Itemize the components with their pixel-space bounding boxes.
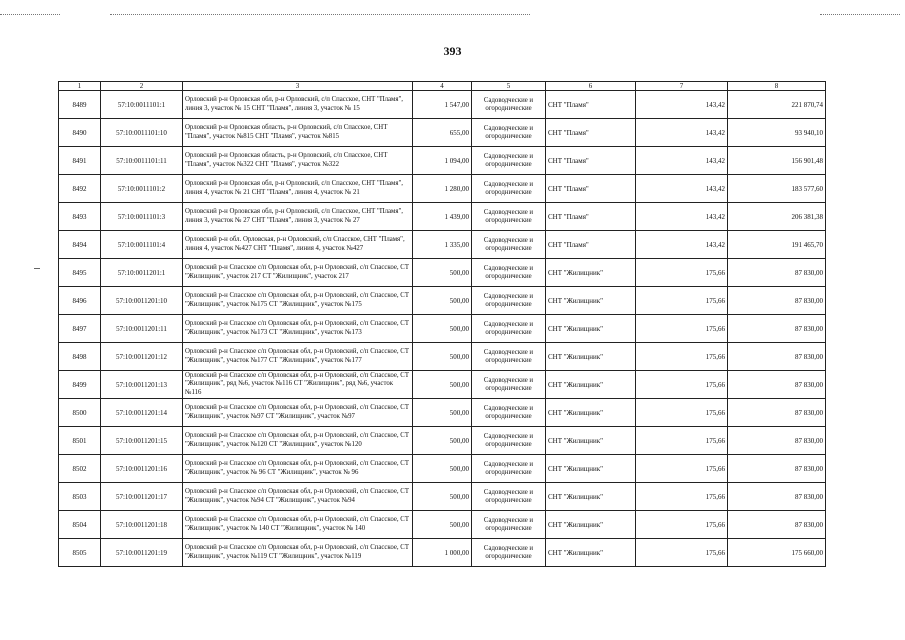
cadastral-value-cell: 87 830,00	[728, 427, 826, 455]
table-row	[59, 539, 826, 567]
unit-value-cell: 175,66	[636, 399, 728, 427]
unit-value-cell: 143,42	[636, 91, 728, 119]
column-header-3: 3	[183, 82, 413, 91]
cadastral-number: 57:10:0011201:19	[101, 539, 183, 567]
cadastral-number: 57:10:0011201:18	[101, 511, 183, 539]
unit-value-cell: 175,66	[636, 315, 728, 343]
cadastral-value-cell: 87 830,00	[728, 511, 826, 539]
land-use-cell: Садоводческие и огороднические	[472, 455, 546, 483]
land-use-cell: Садоводческие и огороднические	[472, 427, 546, 455]
cadastral-value-cell: 191 465,70	[728, 231, 826, 259]
address-cell: Орловский р-н Спасское с/п Орловская обл, р-н Орловский, с/п Спасское, СТ "Жилищник", участок №177 СТ "Жилищник", участок №177	[183, 343, 413, 371]
cadastral-number: 57:10:0011201:10	[101, 287, 183, 315]
area-cell: 500,00	[413, 259, 472, 287]
unit-value-cell: 175,66	[636, 539, 728, 567]
page-number: 393	[443, 44, 462, 58]
area-cell: 500,00	[413, 427, 472, 455]
address-cell: Орловский р-н Спасское с/п Орловская обл, р-н Орловский, с/п Спасское, СТ "Жилищник", участок 217 СТ "Жилищник", участок 217	[183, 259, 413, 287]
table-row	[59, 231, 826, 259]
area-cell: 1 335,00	[413, 231, 472, 259]
cadastral-value-cell: 87 830,00	[728, 343, 826, 371]
address-cell: Орловский р-н Орловская обл, р-н Орловский, с/п Спасское, СНТ "Пламя", линия 3, участок № 27 СНТ "Пламя", линия 3, участок № 27	[183, 203, 413, 231]
cadastral-number: 57:10:0011201:11	[101, 315, 183, 343]
column-header-1: 1	[59, 82, 101, 91]
land-use-cell: Садоводческие и огороднические	[472, 147, 546, 175]
cadastral-number: 57:10:0011101:10	[101, 119, 183, 147]
land-use-cell: Садоводческие и огороднические	[472, 119, 546, 147]
area-cell: 1 439,00	[413, 203, 472, 231]
cadastral-value-cell: 87 830,00	[728, 371, 826, 399]
organization-cell: СНТ "Пламя"	[546, 147, 636, 175]
cadastral-number: 57:10:0011201:15	[101, 427, 183, 455]
land-registry-table	[58, 81, 826, 567]
address-cell: Орловский р-н Спасское с/п Орловская обл, р-н Орловский, с/п Спасское, СТ "Жилищник", участок №175 СТ "Жилищник", участок №175	[183, 287, 413, 315]
cadastral-value-cell: 206 381,38	[728, 203, 826, 231]
table-row	[59, 455, 826, 483]
row-number: 8498	[59, 343, 101, 371]
row-number: 8502	[59, 455, 101, 483]
land-use-cell: Садоводческие и огороднические	[472, 539, 546, 567]
cadastral-value-cell: 87 830,00	[728, 315, 826, 343]
area-cell: 1 547,00	[413, 91, 472, 119]
row-number: 8504	[59, 511, 101, 539]
cadastral-value-cell: 156 901,48	[728, 147, 826, 175]
area-cell: 500,00	[413, 399, 472, 427]
column-number-row	[59, 82, 826, 91]
organization-cell: СНТ "Жилищник"	[546, 343, 636, 371]
organization-cell: СНТ "Пламя"	[546, 231, 636, 259]
organization-cell: СНТ "Жилищник"	[546, 259, 636, 287]
table-row	[59, 175, 826, 203]
address-cell: Орловский р-н Спасское с/п Орловская обл, р-н Орловский, с/п Спасское, СТ "Жилищник", участок №97 СТ "Жилищник", участок №97	[183, 399, 413, 427]
cadastral-value-cell: 87 830,00	[728, 259, 826, 287]
cadastral-number: 57:10:0011201:13	[101, 371, 183, 399]
address-cell: Орловский р-н обл. Орловская, р-н Орловский, с/п Спасское, СНТ "Пламя", линия 4, участок №427 СНТ "Пламя", линия 4, участок №427	[183, 231, 413, 259]
address-cell: Орловский р-н Орловская обл, р-н Орловский, с/п Спасское, СНТ "Пламя", линия 4, участок № 21 СНТ "Пламя", линия 4, участок № 21	[183, 175, 413, 203]
unit-value-cell: 143,42	[636, 203, 728, 231]
area-cell: 500,00	[413, 511, 472, 539]
organization-cell: СНТ "Жилищник"	[546, 287, 636, 315]
table-row	[59, 119, 826, 147]
organization-cell: СНТ "Жилищник"	[546, 455, 636, 483]
table-row	[59, 259, 826, 287]
land-use-cell: Садоводческие и огороднические	[472, 399, 546, 427]
table-row	[59, 343, 826, 371]
area-cell: 500,00	[413, 315, 472, 343]
cadastral-value-cell: 175 660,00	[728, 539, 826, 567]
column-header-8: 8	[728, 82, 826, 91]
column-header-2: 2	[101, 82, 183, 91]
unit-value-cell: 175,66	[636, 371, 728, 399]
address-cell: Орловский р-н Спасское с/п Орловская обл, р-н Орловский, с/п Спасское, СТ "Жилищник", участок № 140 СТ "Жилищник", участок № 140	[183, 511, 413, 539]
address-cell: Орловский р-н Орловская обл, р-н Орловский, с/п Спасское, СНТ "Пламя", линия 3, участок № 15 СНТ "Пламя", линия 3, участок № 15	[183, 91, 413, 119]
cadastral-value-cell: 87 830,00	[728, 399, 826, 427]
table-row	[59, 203, 826, 231]
area-cell: 500,00	[413, 455, 472, 483]
address-cell: Орловский р-н Спасское с/п Орловская обл, р-н Орловский, с/п Спасское, СТ "Жилищник", участок №119 СТ "Жилищник", участок №119	[183, 539, 413, 567]
cadastral-value-cell: 183 577,60	[728, 175, 826, 203]
unit-value-cell: 143,42	[636, 119, 728, 147]
land-use-cell: Садоводческие и огороднические	[472, 315, 546, 343]
land-use-cell: Садоводческие и огороднические	[472, 203, 546, 231]
cadastral-number: 57:10:0011101:1	[101, 91, 183, 119]
cadastral-number: 57:10:0011201:16	[101, 455, 183, 483]
address-cell: Орловский р-н Орловская область, р-н Орловский, с/п Спасское, СНТ "Пламя", участок №322 СНТ "Пламя", участок №322	[183, 147, 413, 175]
column-header-7: 7	[636, 82, 728, 91]
unit-value-cell: 175,66	[636, 427, 728, 455]
unit-value-cell: 143,42	[636, 147, 728, 175]
land-use-cell: Садоводческие и огороднические	[472, 511, 546, 539]
table-body	[59, 91, 826, 567]
cadastral-number: 57:10:0011101:11	[101, 147, 183, 175]
table-row	[59, 483, 826, 511]
cadastral-number: 57:10:0011101:4	[101, 231, 183, 259]
area-cell: 500,00	[413, 343, 472, 371]
unit-value-cell: 143,42	[636, 231, 728, 259]
organization-cell: СНТ "Пламя"	[546, 119, 636, 147]
organization-cell: СНТ "Жилищник"	[546, 511, 636, 539]
table-row	[59, 511, 826, 539]
land-use-cell: Садоводческие и огороднические	[472, 287, 546, 315]
row-number: 8505	[59, 539, 101, 567]
row-number: 8493	[59, 203, 101, 231]
row-number: 8496	[59, 287, 101, 315]
area-cell: 1 000,00	[413, 539, 472, 567]
cadastral-number: 57:10:0011201:1	[101, 259, 183, 287]
scan-artifact-left	[0, 14, 60, 17]
land-use-cell: Садоводческие и огороднические	[472, 371, 546, 399]
unit-value-cell: 175,66	[636, 343, 728, 371]
row-number: 8495	[59, 259, 101, 287]
table-row	[59, 399, 826, 427]
address-cell: Орловский р-н Спасское с/п Орловская обл, р-н Орловский, с/п Спасское, СТ "Жилищник", участок № 96 СТ "Жилищник", участок № 96	[183, 455, 413, 483]
cadastral-number: 57:10:0011201:14	[101, 399, 183, 427]
cadastral-value-cell: 87 830,00	[728, 483, 826, 511]
area-cell: 500,00	[413, 287, 472, 315]
organization-cell: СНТ "Жилищник"	[546, 483, 636, 511]
land-use-cell: Садоводческие и огороднические	[472, 231, 546, 259]
cadastral-number: 57:10:0011201:12	[101, 343, 183, 371]
organization-cell: СНТ "Жилищник"	[546, 539, 636, 567]
organization-cell: СНТ "Жилищник"	[546, 371, 636, 399]
cadastral-number: 57:10:0011101:2	[101, 175, 183, 203]
area-cell: 500,00	[413, 483, 472, 511]
area-cell: 1 094,00	[413, 147, 472, 175]
cadastral-value-cell: 87 830,00	[728, 455, 826, 483]
row-number: 8500	[59, 399, 101, 427]
margin-mark	[34, 268, 40, 269]
land-use-cell: Садоводческие и огороднические	[472, 483, 546, 511]
unit-value-cell: 175,66	[636, 287, 728, 315]
row-number: 8494	[59, 231, 101, 259]
area-cell: 500,00	[413, 371, 472, 399]
row-number: 8497	[59, 315, 101, 343]
organization-cell: СНТ "Жилищник"	[546, 399, 636, 427]
address-cell: Орловский р-н Спасское с/п Орловская обл, р-н Орловский, с/п Спасское, СТ "Жилищник", участок №173 СТ "Жилищник", участок №173	[183, 315, 413, 343]
row-number: 8499	[59, 371, 101, 399]
column-header-6: 6	[546, 82, 636, 91]
land-use-cell: Садоводческие и огороднические	[472, 175, 546, 203]
organization-cell: СНТ "Пламя"	[546, 91, 636, 119]
area-cell: 1 280,00	[413, 175, 472, 203]
organization-cell: СНТ "Жилищник"	[546, 427, 636, 455]
row-number: 8489	[59, 91, 101, 119]
table-row	[59, 315, 826, 343]
address-cell: Орловский р-н Спасское с/п Орловская обл, р-н Орловский, с/п Спасское, СТ "Жилищник", участок №120 СТ "Жилищник", участок №120	[183, 427, 413, 455]
cadastral-value-cell: 87 830,00	[728, 287, 826, 315]
unit-value-cell: 175,66	[636, 483, 728, 511]
row-number: 8491	[59, 147, 101, 175]
address-cell: Орловский р-н Спасское с/п Орловская обл, р-н Орловский, с/п Спасское, СТ "Жилищник", ряд №6, участок №116 СТ "Жилищник", ряд №6, участок №116	[183, 371, 413, 399]
unit-value-cell: 175,66	[636, 455, 728, 483]
row-number: 8503	[59, 483, 101, 511]
cadastral-number: 57:10:0011201:17	[101, 483, 183, 511]
column-header-5: 5	[472, 82, 546, 91]
unit-value-cell: 175,66	[636, 511, 728, 539]
column-header-4: 4	[413, 82, 472, 91]
table-row	[59, 147, 826, 175]
organization-cell: СНТ "Пламя"	[546, 203, 636, 231]
scan-artifact-middle	[110, 14, 530, 17]
unit-value-cell: 175,66	[636, 259, 728, 287]
row-number: 8501	[59, 427, 101, 455]
unit-value-cell: 143,42	[636, 175, 728, 203]
cadastral-number: 57:10:0011101:3	[101, 203, 183, 231]
cadastral-value-cell: 93 940,10	[728, 119, 826, 147]
land-use-cell: Садоводческие и огороднические	[472, 343, 546, 371]
scan-artifact-right	[820, 14, 900, 17]
table-row	[59, 91, 826, 119]
table-row	[59, 371, 826, 399]
address-cell: Орловский р-н Орловская область, р-н Орловский, с/п Спасское, СНТ "Пламя", участок №815 СНТ "Пламя", участок №815	[183, 119, 413, 147]
table-row	[59, 427, 826, 455]
cadastral-value-cell: 221 870,74	[728, 91, 826, 119]
land-use-cell: Садоводческие и огороднические	[472, 259, 546, 287]
organization-cell: СНТ "Жилищник"	[546, 315, 636, 343]
row-number: 8492	[59, 175, 101, 203]
row-number: 8490	[59, 119, 101, 147]
address-cell: Орловский р-н Спасское с/п Орловская обл, р-н Орловский, с/п Спасское, СТ "Жилищник", участок №94 СТ "Жилищник", участок №94	[183, 483, 413, 511]
area-cell: 655,00	[413, 119, 472, 147]
organization-cell: СНТ "Пламя"	[546, 175, 636, 203]
land-use-cell: Садоводческие и огороднические	[472, 91, 546, 119]
table-row	[59, 287, 826, 315]
